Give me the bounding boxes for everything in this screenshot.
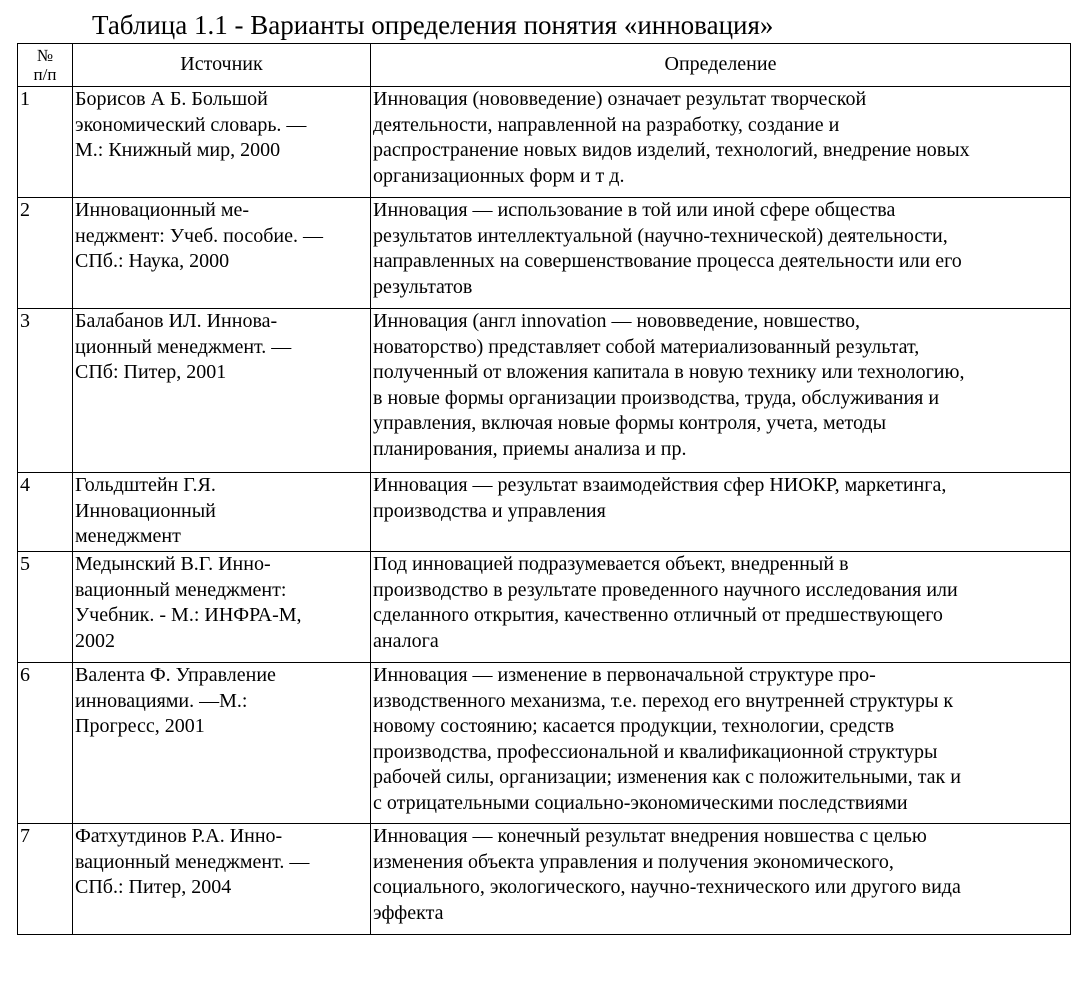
source-line: инновациями. —М.: — [75, 689, 248, 712]
header-number-abbr: п/п — [33, 65, 57, 84]
source-line: экономический словарь. — — [75, 113, 307, 136]
table-body — [18, 87, 1071, 935]
definition-line: направленных на совершенствование процесса деятельности или его — [373, 250, 962, 272]
source-line: ционный менеджмент. — — [75, 335, 292, 358]
definition-line: распространение новых видов изделий, технологий, внедрение новых — [373, 139, 970, 161]
definition-cell — [371, 824, 1071, 935]
source-line: Прогресс, 2001 — [75, 715, 205, 737]
definition-line: Инновация (нововведение) означает результат творческой — [373, 88, 867, 110]
definition-line: производства и управления — [373, 499, 606, 522]
source-line: Балабанов ИЛ. Иннова- — [75, 310, 278, 332]
definition-cell — [371, 309, 1071, 473]
definition-line: производства, профессиональной и квалификационной структуры — [373, 740, 938, 763]
definition-line: социального, экологического, научно-технического или другого вида — [373, 876, 961, 898]
source-line: вационный менеджмент: — [75, 578, 287, 601]
source-cell — [73, 824, 371, 935]
source-line: неджмент: Учеб. пособие. — — [75, 224, 323, 247]
definition-line: организационных форм и т д. — [373, 164, 625, 187]
definition-line: Инновация — изменение в первоначальной структуре про- — [373, 664, 876, 686]
source-line: СПб.: Наука, 2000 — [75, 250, 230, 272]
definitions-table — [17, 43, 1071, 935]
source-cell — [73, 198, 371, 309]
row-number: 3 — [18, 309, 73, 473]
header-number-symbol: № — [36, 46, 54, 65]
definition-line: аналога — [373, 629, 439, 652]
header-source: Источник — [73, 44, 371, 87]
definition-line: Инновация (англ innovation — нововведение, новшество, — [373, 310, 861, 332]
header-row — [18, 44, 1071, 87]
source-line: 2002 — [75, 629, 115, 652]
source-cell — [73, 309, 371, 473]
row-number: 4 — [18, 473, 73, 552]
source-line: менеджмент — [75, 525, 181, 547]
definition-line: в новые формы организации производства, труда, обслуживания и — [373, 386, 940, 409]
definition-line: Инновация — результат взаимодействия сфер НИОКР, маркетинга, — [373, 474, 947, 496]
source-line: Гольдштейн Г.Я. — [75, 474, 216, 496]
source-cell — [73, 473, 371, 552]
source-line: Инновационный ме- — [75, 199, 250, 221]
definition-line: с отрицательными социально-экономическими последствиями — [373, 791, 908, 814]
source-line: М.: Книжный мир, 2000 — [75, 139, 281, 161]
header-number — [18, 44, 73, 87]
definition-cell — [371, 198, 1071, 309]
definition-line: планирования, приемы анализа и пр. — [373, 437, 687, 460]
table-row — [18, 309, 1071, 473]
source-cell — [73, 552, 371, 663]
row-number: 6 — [18, 663, 73, 824]
definition-line: эффекта — [373, 901, 444, 924]
row-number: 1 — [18, 87, 73, 198]
source-cell — [73, 663, 371, 824]
row-number: 7 — [18, 824, 73, 935]
source-line: Медынский В.Г. Инно- — [75, 553, 271, 575]
definition-line: результатов — [373, 275, 473, 298]
definition-line: рабочей силы, организации; изменения как с положительными, так и — [373, 766, 961, 788]
source-line: Фатхутдинов Р.А. Инно- — [75, 825, 283, 847]
table-row — [18, 87, 1071, 198]
source-line: Инновационный — [75, 499, 216, 522]
definition-cell — [371, 473, 1071, 552]
source-cell — [73, 87, 371, 198]
definition-line: новаторство) представляет собой материализованный результат, — [373, 335, 920, 358]
definition-line: изводственного механизма, т.е. переход его внутренней структуры к — [373, 689, 954, 712]
definition-line: сделанного открытия, качественно отличный от предшествующего — [373, 604, 943, 626]
definition-line: производство в результате проведенного научного исследования или — [373, 578, 958, 601]
source-line: Валента Ф. Управление — [75, 664, 276, 686]
source-line: Борисов А Б. Большой — [75, 88, 268, 110]
definition-line: изменения объекта управления и получения экономического, — [373, 850, 894, 873]
table-row — [18, 663, 1071, 824]
definition-line: Инновация — использование в той или иной сфере общества — [373, 199, 896, 221]
definition-line: деятельности, направленной на разработку, создание и — [373, 113, 840, 136]
definition-cell — [371, 663, 1071, 824]
source-line: СПб: Питер, 2001 — [75, 361, 227, 383]
source-line: Учебник. - М.: ИНФРА-М, — [75, 604, 302, 626]
table-row — [18, 552, 1071, 663]
definition-line: Под инновацией подразумевается объект, внедренный в — [373, 553, 849, 575]
table-row — [18, 824, 1071, 935]
definition-line: полученный от вложения капитала в новую технику или технологию, — [373, 361, 965, 383]
definition-line: Инновация — конечный результат внедрения новшества с целью — [373, 825, 927, 847]
source-line: СПб.: Питер, 2004 — [75, 876, 232, 898]
source-line: вационный менеджмент. — — [75, 850, 310, 873]
definition-line: управления, включая новые формы контроля, учета, методы — [373, 412, 887, 434]
definition-line: результатов интеллектуальной (научно-технической) деятельности, — [373, 224, 948, 247]
definition-line: новому состоянию; касается продукции, технологии, средств — [373, 715, 895, 737]
definition-cell — [371, 87, 1071, 198]
table-row — [18, 473, 1071, 552]
definition-cell — [371, 552, 1071, 663]
table-row — [18, 198, 1071, 309]
table-caption: Таблица 1.1 - Варианты определения понятия «инновация» — [92, 10, 774, 40]
row-number: 5 — [18, 552, 73, 663]
row-number: 2 — [18, 198, 73, 309]
header-definition: Определение — [371, 44, 1071, 87]
